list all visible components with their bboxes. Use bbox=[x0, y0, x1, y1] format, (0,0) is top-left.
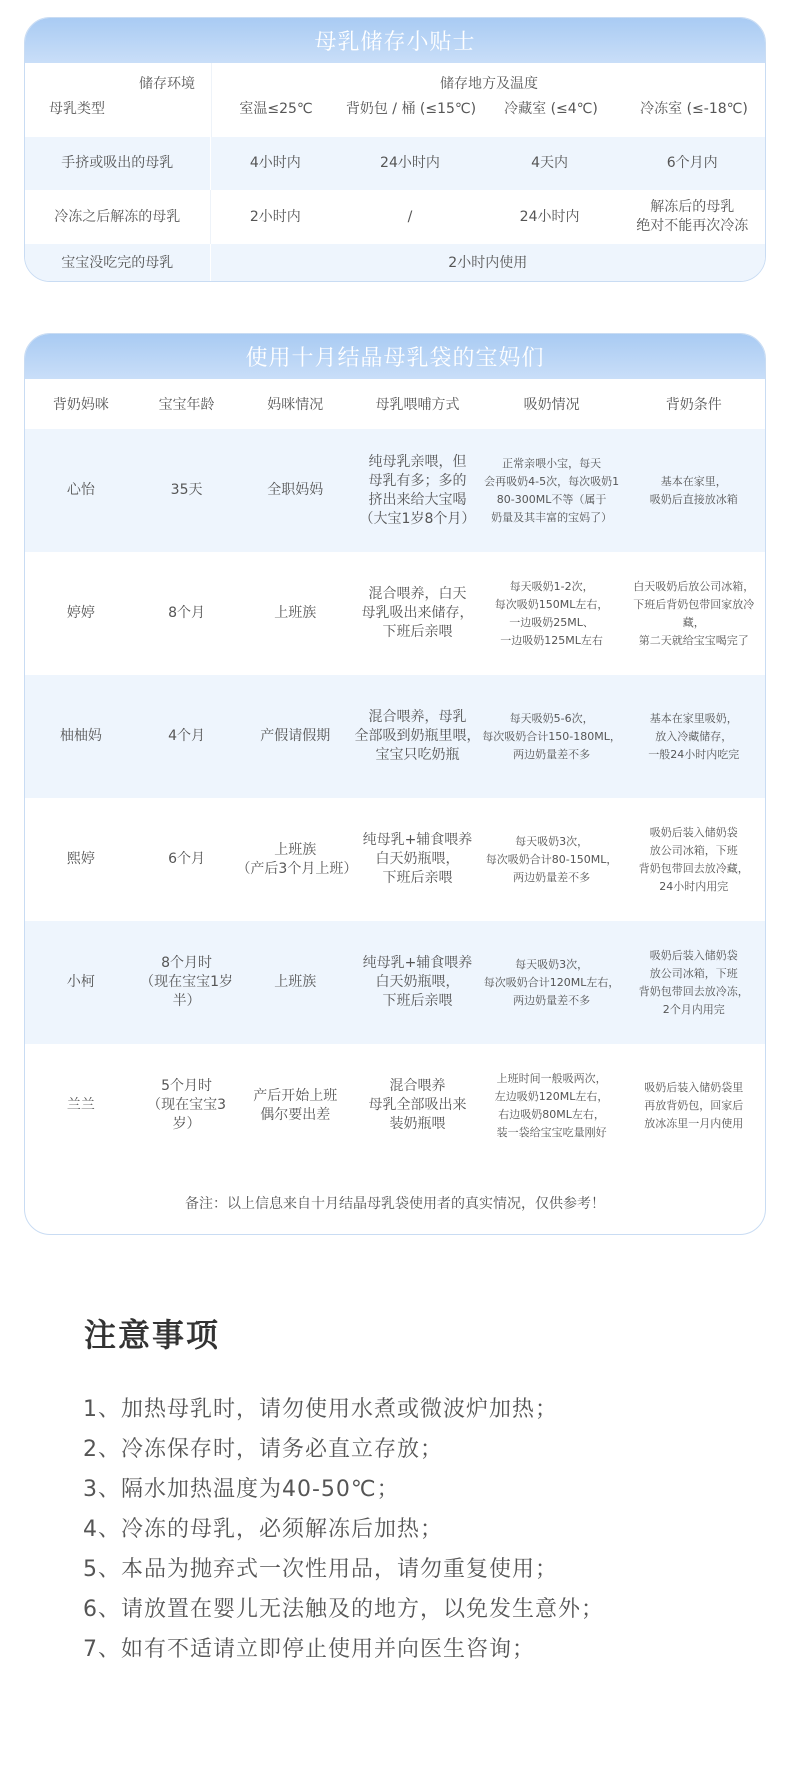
mom-name: 婷婷 bbox=[66, 605, 95, 621]
feeding-method: 混合喂养，白天 母乳吸出来储存， 下班后亲喂 bbox=[361, 586, 474, 640]
table-row bbox=[25, 429, 765, 552]
mom-status: 产后开始上班 偶尔要出差 bbox=[253, 1087, 338, 1123]
table-row bbox=[25, 675, 765, 798]
note-item: 7、如有不适请立即停止使用并向医生咨询； bbox=[83, 1637, 535, 1662]
table-row bbox=[25, 1044, 765, 1167]
mom-status: 全职妈妈 bbox=[267, 482, 324, 498]
note-item: 3、隔水加热温度为40-50℃； bbox=[83, 1477, 400, 1502]
storage-condition: 基本在家里， 吸奶后直接放冰箱 bbox=[649, 474, 738, 506]
baby-age: 5个月时 （现在宝宝3岁） bbox=[147, 1078, 227, 1132]
cooler-bag-value: 24小时内 bbox=[380, 155, 440, 171]
mom-name: 兰兰 bbox=[66, 1097, 95, 1113]
room-temp-value: 4小时内 bbox=[249, 155, 301, 171]
storage-table-header bbox=[25, 63, 765, 137]
col-freezer: 冷冻室 (≤-18℃) bbox=[640, 101, 748, 117]
freezer-value: 6个月内 bbox=[666, 155, 718, 171]
pumping-info: 每天吸奶1-2次， 每次吸奶150ML左右， 一边吸奶25ML、 一边吸奶125ML左右 bbox=[494, 579, 609, 647]
storage-row bbox=[25, 244, 765, 282]
corner-type-label: 母乳类型 bbox=[49, 101, 105, 117]
note-item: 5、本品为抛弃式一次性用品，请勿重复使用； bbox=[83, 1557, 558, 1582]
room-temp-value: 2小时内 bbox=[249, 208, 301, 225]
mom-status: 上班族 bbox=[274, 974, 317, 990]
header-cell: 宝宝年龄 bbox=[158, 397, 215, 413]
storage-tips-title: 母乳储存小贴士 bbox=[25, 18, 765, 63]
header-cell: 吸奶情况 bbox=[523, 397, 580, 413]
users-table-header bbox=[25, 379, 765, 429]
table-row bbox=[25, 798, 765, 921]
feeding-method: 纯母乳+辅食喂养 白天奶瓶喂， 下班后亲喂 bbox=[362, 955, 473, 1009]
mom-name: 小柯 bbox=[66, 974, 95, 990]
group-header: 储存地方及温度 bbox=[440, 76, 538, 92]
mom-status: 产假请假期 bbox=[260, 728, 331, 744]
storage-condition: 吸奶后装入储奶袋里 再放背奶包，回家后 放冰冻里一月内使用 bbox=[644, 1080, 744, 1130]
pumping-info: 上班时间一般吸两次， 左边吸奶120ML左右， 右边吸奶80ML左右， 装一袋给宝宝吃量刚好 bbox=[494, 1071, 609, 1139]
table-row bbox=[25, 552, 765, 675]
users-table-body bbox=[25, 429, 765, 1167]
mom-status: 上班族 （产后3个月上班） bbox=[236, 841, 358, 877]
note-item: 2、冷冻保存时，请务必直立存放； bbox=[83, 1437, 443, 1462]
col-room-temp: 室温≤25℃ bbox=[239, 101, 313, 117]
storage-row bbox=[25, 137, 765, 190]
corner-env-label: 储存环境 bbox=[139, 76, 195, 92]
col-fridge: 冷藏室 (≤4℃) bbox=[504, 101, 598, 117]
header-cell: 背奶妈咪 bbox=[52, 397, 109, 413]
note-item: 4、冷冻的母乳，必须解冻后加热； bbox=[83, 1517, 443, 1542]
storage-row bbox=[25, 190, 765, 244]
storage-condition: 基本在家里吸奶， 放入冷藏储存， 一般24小时内吃完 bbox=[648, 711, 740, 761]
cooler-bag-value: / bbox=[407, 208, 413, 225]
baby-age: 35天 bbox=[170, 482, 203, 498]
header-cell: 妈咪情况 bbox=[267, 397, 324, 413]
milk-type: 宝宝没吃完的母乳 bbox=[25, 244, 211, 282]
header-cell: 母乳喂哺方式 bbox=[375, 397, 460, 413]
feeding-method: 混合喂养 母乳全部吸出来 装奶瓶喂 bbox=[368, 1078, 467, 1132]
pumping-info: 每天吸奶3次， 每次吸奶合计120ML左右， 两边奶量差不多 bbox=[483, 957, 620, 1007]
mom-name: 柚柚妈 bbox=[59, 728, 102, 744]
feeding-method: 纯母乳+辅食喂养 白天奶瓶喂， 下班后亲喂 bbox=[362, 832, 473, 886]
notes-list bbox=[83, 1390, 604, 1670]
baby-age: 8个月时 （现在宝宝1岁半） bbox=[140, 955, 234, 1009]
storage-tips-card bbox=[24, 17, 766, 282]
feeding-method: 混合喂养，母乳 全部吸到奶瓶里喂， 宝宝只吃奶瓶 bbox=[354, 709, 481, 763]
baby-age: 6个月 bbox=[168, 851, 206, 867]
baby-age: 8个月 bbox=[168, 605, 206, 621]
fridge-value: 4天内 bbox=[531, 155, 569, 171]
storage-condition: 吸奶后装入储奶袋 放公司冰箱，下班 背奶包带回去放冷冻， 2个月内用完 bbox=[638, 948, 749, 1016]
feeding-method: 纯母乳亲喂，但 母乳有多；多的 挤出来给大宝喝 （大宝1岁8个月） bbox=[359, 453, 476, 527]
milk-type: 手挤或吸出的母乳 bbox=[25, 137, 211, 190]
pumping-info: 正常亲喂小宝，每天 会再吸奶4-5次，每次吸奶1 80-300ML不等（属于 奶量及其丰富的宝妈了） bbox=[484, 456, 620, 524]
baby-age: 4个月 bbox=[168, 728, 206, 744]
fridge-value: 24小时内 bbox=[519, 208, 580, 225]
mom-name: 熙婷 bbox=[66, 851, 95, 867]
table-row bbox=[25, 921, 765, 1044]
freezer-value: 解冻后的母乳 绝对不能再次冷冻 bbox=[636, 199, 749, 234]
span-value: 2小时内使用 bbox=[448, 255, 528, 271]
footnote: 备注：以上信息来自十月结晶母乳袋使用者的真实情况，仅供参考！ bbox=[185, 1196, 605, 1212]
storage-condition: 吸奶后装入储奶袋 放公司冰箱，下班 背奶包带回去放冷藏， 24小时内用完 bbox=[638, 825, 749, 893]
pumping-info: 每天吸奶5-6次， 每次吸奶合计150-180ML， 两边奶量差不多 bbox=[482, 711, 621, 761]
notes-title: 注意事项 bbox=[84, 1316, 221, 1354]
users-card bbox=[24, 333, 766, 1235]
col-cooler-bag: 背奶包 / 桶 (≤15℃) bbox=[345, 101, 477, 117]
header-cell: 背奶条件 bbox=[665, 397, 722, 413]
storage-condition: 白天吸奶后放公司冰箱， 下班后背奶包带回家放冷藏， 第二天就给宝宝喝完了 bbox=[633, 579, 755, 647]
mom-status: 上班族 bbox=[274, 605, 317, 621]
pumping-info: 每天吸奶3次， 每次吸奶合计80-150ML， 两边奶量差不多 bbox=[485, 834, 618, 884]
users-card-title: 使用十月结晶母乳袋的宝妈们 bbox=[25, 334, 765, 379]
mom-name: 心怡 bbox=[66, 482, 95, 498]
note-item: 6、请放置在婴儿无法触及的地方，以免发生意外； bbox=[83, 1597, 604, 1622]
note-item: 1、加热母乳时，请勿使用水煮或微波炉加热； bbox=[83, 1397, 558, 1422]
milk-type: 冷冻之后解冻的母乳 bbox=[25, 190, 211, 244]
